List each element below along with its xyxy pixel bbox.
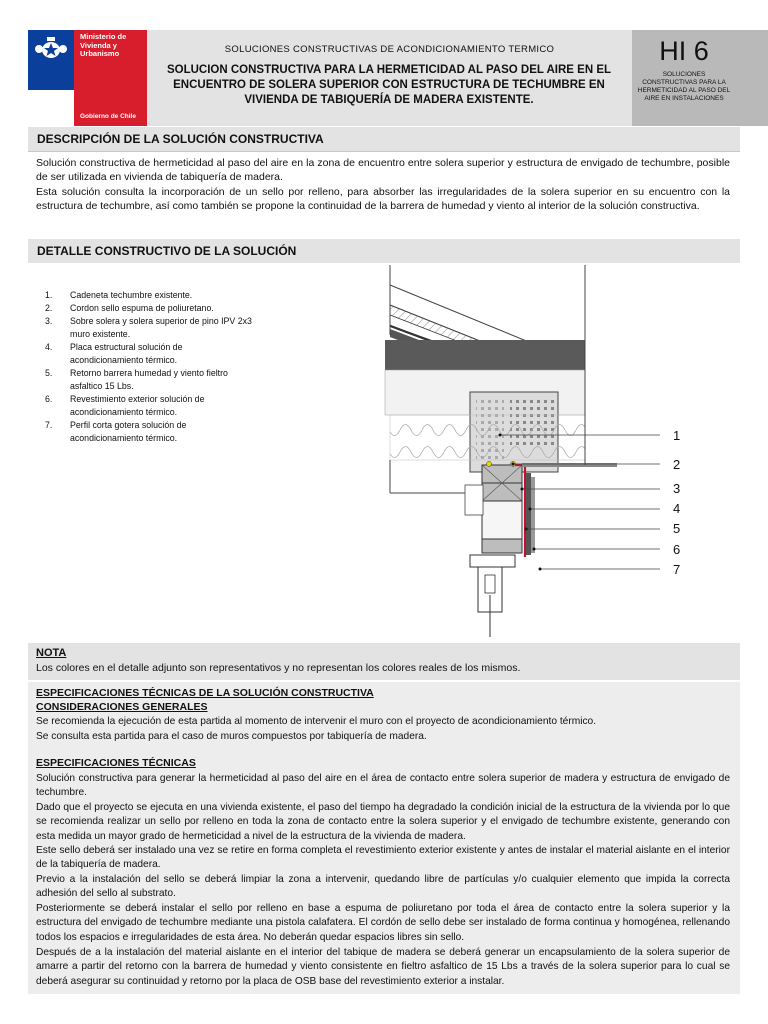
callout-3: 3: [673, 481, 681, 496]
detail-heading: DETALLE CONSTRUCTIVO DE LA SOLUCIÓN: [37, 244, 297, 258]
callout-7: 7: [673, 562, 681, 577]
tech-paragraph-3: Este sello deberá ser instalado una vez se retire en forma completa el revestimiento exterior existente y antes de instalar el material aislante en el interior de la tabiquería de madera.: [36, 845, 730, 871]
construction-detail-drawing: [290, 265, 740, 640]
roof-beam: [385, 340, 585, 370]
note-title: NOTA: [36, 647, 67, 659]
document-header: [147, 30, 632, 126]
technical-specs-heading: ESPECIFICACIONES TÉCNICAS: [36, 757, 196, 769]
logo-government-name: Gobierno de Chile: [80, 113, 136, 120]
detail-heading-bar: [28, 239, 740, 264]
legend-item: 2. Cordon sello espuma de poliuretano.: [45, 303, 214, 313]
legend-item: 4. Placa estructural solución de acondicionamiento térmico.: [45, 342, 183, 365]
callout-2: 2: [673, 457, 681, 472]
top-plate: [482, 465, 522, 483]
document-title: SOLUCION CONSTRUCTIVA PARA LA HERMETICIDAD AL PASO DEL AIRE EN EL ENCUENTRO DE SOLERA SUPERIOR CON ESTRUCTURA DE TECHUMBRE EN VIVIENDA DE TABIQUERÍA DE MADERA EXISTENTE.: [166, 64, 612, 106]
structural-board: [526, 473, 531, 555]
solution-code: HI 6: [659, 36, 709, 66]
general-considerations-heading: CONSIDERACIONES GENERALES: [36, 701, 208, 713]
legend-item: 7. Perfil corta gotera solución de acondicionamiento térmico.: [45, 420, 187, 443]
legend-item: 1. Cadeneta techumbre existente.: [45, 290, 193, 300]
callout-5: 5: [673, 521, 681, 536]
insulation-band: [390, 415, 585, 460]
coat-of-arms-icon: [33, 35, 69, 63]
exterior-cladding: [531, 477, 535, 553]
general-paragraph-1: Se recomienda la ejecución de esta partida al momento de intervenir el muro con el proyecto de acondicionamiento térmico.: [36, 716, 597, 727]
soffit-board: [522, 463, 617, 467]
note-box: [28, 643, 740, 680]
tech-paragraph-2: Dado que el proyecto se ejecuta en una vivienda existente, el paso del tiempo ha degradado la condición inicial de la estructura de la vivienda por lo que se recomienda realizar un sello por relleno en toda la zona de contacto entre la solera superior y el envigado de techumbre existente, generando con esta medida un mayor grado de hermeticidad a nivel de la estructura de la vivienda de madera.: [36, 802, 730, 842]
general-paragraph-2: Se consulta esta partida para el caso de muros compuestos por tabiquería de madera.: [36, 731, 427, 742]
legend-item: 5. Retorno barrera humedad y viento fieltro asfaltico 15 Lbs.: [45, 368, 228, 391]
legend-item: 6. Revestimiento exterior solución de acondicionamiento térmico.: [45, 394, 205, 417]
legend-item: 3. Sobre solera y solera superior de pino IPV 2x3 muro existente.: [45, 316, 252, 339]
callout-1: 1: [673, 428, 681, 443]
tech-paragraph-5: Posteriormente se deberá instalar el sello por relleno en base a espuma de poliuretano por toda el área de contacto entre la solera superior y la estructura del envigado de techumbre mediante una pistola calafatera. El cordón de sello debe ser instalado de forma continua y homogénea, rellenando todos los espacios e irregularidades de esta área. No deberán quedar espacios libres sin sello.: [36, 903, 730, 943]
description-paragraph-1: Solución constructiva de hermeticidad al paso del aire en la zona de encuentro entre solera superior y estructura de envigado de techumbre, posible de ser utilizada en vivienda de tabiquería de madera.: [36, 157, 730, 183]
tech-paragraph-1: Solución constructiva para generar la hermeticidad al paso del aire en el área de contacto entre solera superior de madera y estructura de envigado de techumbre.: [36, 773, 730, 799]
detail-legend: [45, 289, 255, 445]
logo-ministry-name: Ministerio de Vivienda y Urbanismo: [80, 32, 127, 58]
series-title: SOLUCIONES CONSTRUCTIVAS DE ACONDICIONAMIENTO TERMICO: [224, 44, 555, 55]
tech-paragraph-6: Después de a la instalación del material aislante en el interior del tabique de madera se deberá generar un encapsulamiento de la solera superior de amarre a partir del retorno con la barrera de humedad y viento consistente en fieltro asfaltico de 15 Lbs a través de la solera superior para lo cual se deberá asegurar su continuidad y retorno por la placa de OSB base del revestimiento exterior a instalar.: [36, 947, 730, 987]
description-heading-bar: [28, 127, 740, 152]
description-paragraph-2: Esta solución consulta la incorporación de un sello por relleno, para absorber las irregularidades de la solera superior en su encuentro con la estructura de techumbre, así como también se propone la continuidad de la barrera de humedad y viento al interior de la solución constructiva.: [36, 186, 730, 212]
callout-4: 4: [673, 501, 681, 516]
note-text: Los colores en el detalle adjunto son representativos y no representan los colores reales de los mismos.: [36, 662, 521, 674]
description-heading: DESCRIPCIÓN DE LA SOLUCIÓN CONSTRUCTIVA: [37, 132, 324, 146]
window-frame: [470, 555, 515, 567]
code-box: [632, 30, 768, 126]
double-top-plate: [482, 483, 522, 501]
solution-category: SOLUCIONES CONSTRUCTIVAS PARA LA HERMETICIDAD AL PASO DEL AIRE EN INSTALACIONES: [637, 71, 731, 102]
callout-6: 6: [673, 542, 681, 557]
specifications-heading: ESPECIFICACIONES TÉCNICAS DE LA SOLUCIÓN CONSTRUCTIVA: [36, 687, 374, 699]
tech-paragraph-4: Previo a la instalación del sello se deberá limpiar la zona a intervenir, quedando libre de partículas y/o cualquier elemento que impida la correcta adhesión del sello al substrato.: [36, 874, 730, 900]
